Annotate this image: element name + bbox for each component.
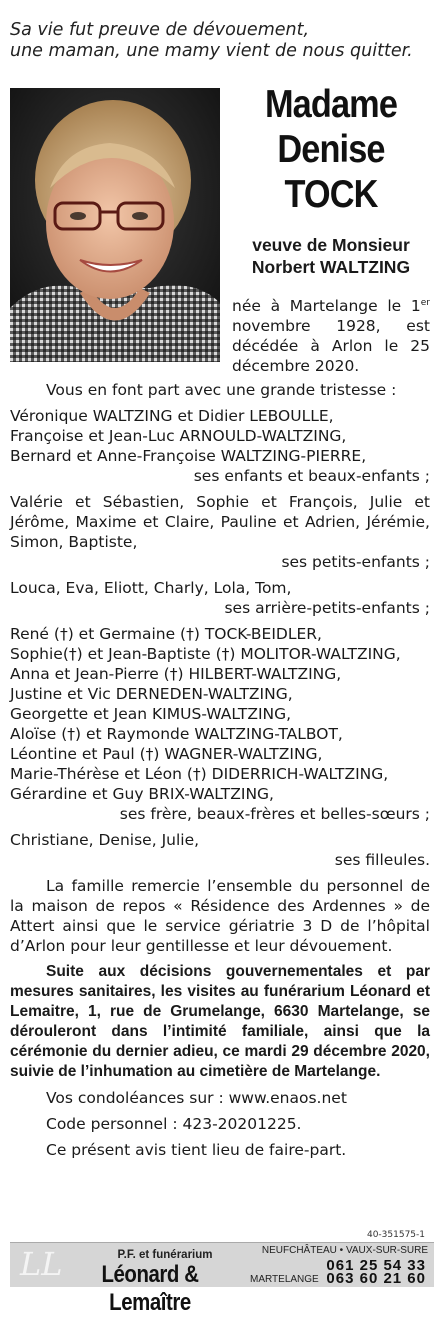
child-line: Françoise et Jean-Luc ARNOULD-WALTZING, [10,427,347,445]
condolences-line: Vos condoléances sur : www.enaos.net [46,1089,347,1107]
covid-paragraph: Suite aux décisions gouvernementales et par mesures sanitaires, les visites au funérarium Léonard et Lemaitre, 1, rue de Grumelange, 6630 Martelange, se dérouleront dans l’intimité familiale, ainsi que la cérémonie du dernier adieu, ce mardi 29 décembre 2020, suivie de l’inhumation au cimetière de Martelange. [10,963,430,1080]
deceased-last-name: TOCK [284,173,378,216]
sibling-line: Aloïse (†) et Raymonde WALTZING-TALBOT, [10,725,343,743]
portrait-image [10,88,220,362]
widow-line-1: veuve de Monsieur [252,235,410,255]
grandchildren-role: ses petits-enfants ; [281,553,430,571]
location-2: MARTELANGE [250,1274,319,1285]
deceased-title: Madame [264,83,398,126]
intro-verse [10,20,435,62]
funeral-home-banner [10,1242,434,1316]
monogram-logo: LL [20,1245,63,1283]
widow-of [226,234,436,278]
funeral-home-name: Léonard & Lemaître [101,1261,199,1316]
sibling-line: Gérardine et Guy BRIX-WALTZING, [10,785,274,803]
great-grandchildren-list: Louca, Eva, Eliott, Charly, Lola, Tom, [10,579,292,597]
sibling-line: René (†) et Germaine (†) TOCK-BEIDLER, [10,625,322,643]
phone-1: 061 25 54 33 [326,1257,426,1274]
widow-line-2: Norbert WALTZING [251,257,411,277]
sibling-line: Sophie(†) et Jean-Baptiste (†) MOLITOR-WALTZING, [10,645,401,663]
deceased-first-name: Denise [277,128,385,171]
siblings-role: ses frère, beaux-frères et belles-sœurs ; [119,805,430,823]
deceased-name-block [226,82,436,217]
child-line: Bernard et Anne-Françoise WALTZING-PIERRE, [10,447,367,465]
child-line: Véronique WALTZING et Didier LEBOULLE, [10,407,334,425]
announce-line: Vous en font part avec une grande tristesse : [46,381,397,399]
thanks-paragraph: La famille remercie l’ensemble du personnel de la maison de repos « Résidence des Ardennes » de Attert ainsi que le service gériatrie 3 D de l’hôpital d’Arlon pour leur gentillesse et leur dévouement. [10,877,430,955]
goddaughters-list: Christiane, Denise, Julie, [10,831,200,849]
sibling-line: Marie-Thérèse et Léon (†) DIDERRICH-WALTZING, [10,765,389,783]
portrait-photo [10,88,220,362]
intro-line-2: une maman, une mamy vient de nous quitter. [10,41,413,61]
children-role: ses enfants et beaux-enfants ; [193,467,430,485]
grandchildren-list: Valérie et Sébastien, Sophie et François, Julie et Jérôme, Maxime et Claire, Pauline et Adrien, Jérémie, Simon, Baptiste, [10,493,430,551]
goddaughters-role: ses filleules. [334,851,430,869]
notice-body [10,380,430,1160]
great-grandchildren-role: ses arrière-petits-enfants ; [224,599,430,617]
phone-2: 063 60 21 60 [326,1270,426,1287]
notice-line: Ce présent avis tient lieu de faire-part. [46,1141,347,1159]
sibling-line: Georgette et Jean KIMUS-WALTZING, [10,705,292,723]
born-text-end: novembre 1928, est décédée à Arlon le 25 décembre 2020. [232,317,430,376]
birth-death-details [232,293,430,376]
sibling-line: Justine et Vic DERNEDEN-WALTZING, [10,685,293,703]
sibling-line: Léontine et Paul (†) WAGNER-WALTZING, [10,745,323,763]
reference-number: 40-351575-1 [366,1230,425,1240]
born-superscript: er [420,298,430,308]
born-text-start: née à Martelange le 1 [232,297,421,316]
sibling-line: Anna et Jean-Pierre (†) HILBERT-WALTZING, [10,665,342,683]
pf-label: P.F. et funérarium [117,1249,213,1261]
intro-line-1: Sa vie fut preuve de dévouement, [10,20,310,40]
location-1: NEUFCHÂTEAU • VAUX-SUR-SURE [261,1245,428,1256]
personal-code-line: Code personnel : 423-20201225. [46,1115,302,1133]
